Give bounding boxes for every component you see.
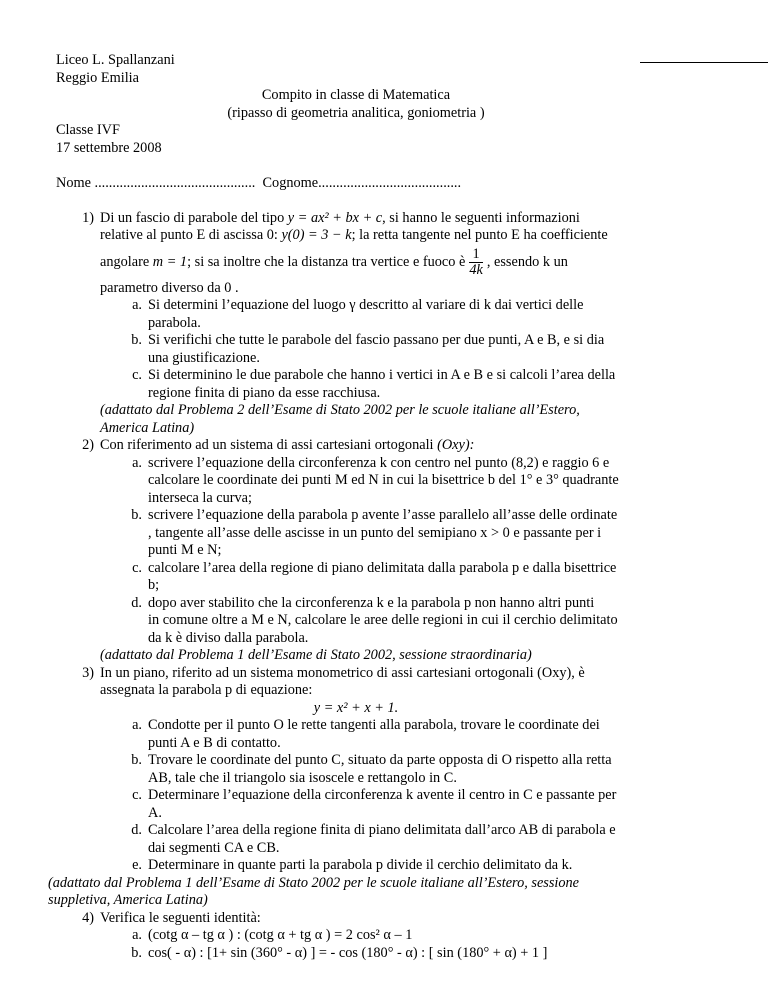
subitem-text: b; (148, 577, 160, 593)
problem-number: 3) (82, 664, 94, 681)
source-note: (adattato dal Problema 2 dell’Esame di Stato 2002 per le scuole italiane all’Estero, (100, 402, 580, 418)
subitem-text: da k è diviso dalla parabola. (148, 629, 309, 646)
subitem (56, 297, 656, 315)
subitem (56, 455, 656, 473)
subitem-label: c. (132, 367, 142, 383)
problem-number: 2) (82, 437, 94, 453)
fraction (469, 247, 483, 278)
subitem-text: AB, tale che il triangolo sia isoscele e rettangolo in C. (148, 769, 457, 786)
source-note: suppletiva, America Latina) (48, 892, 208, 908)
problem-text: angolare (100, 253, 153, 270)
subitem (56, 945, 656, 963)
subitem-text: scrivere l’equazione della parabola p avente l’asse parallelo all’asse delle ordinate (148, 507, 618, 523)
fraction-numerator: 1 (472, 245, 480, 262)
subitem-label: d. (131, 594, 142, 611)
subitem-text: interseca la curva; (148, 489, 252, 506)
identity-text: cos( - α) : [1+ sin (360° - α) ] = - cos (180° - α) : [ sin (180° + α) + 1 ] (148, 944, 548, 961)
subitem-label: a. (132, 927, 142, 943)
subitem-text: una giustificazione. (148, 349, 260, 366)
subitem-text: A. (148, 804, 162, 821)
problem-text: assegnata la parabola p di equazione: (100, 682, 313, 698)
name-fields (56, 175, 656, 193)
problem-text (56, 245, 656, 280)
subitem-text: regione finita di piano da esse racchiusa. (148, 384, 381, 401)
subitem-text: scrivere l’equazione della circonferenza k con centro nel punto (8,2) e raggio 6 e (148, 454, 610, 471)
problem-text: (Oxy): (437, 437, 475, 453)
subitem-label: b. (131, 507, 142, 523)
subitem-text: Si verifichi che tutte le parabole del fascio passano per due punti, A e B, e si dia (148, 332, 605, 348)
parabola-equation: y = x² + x + 1. (313, 699, 399, 716)
condition-equation: y(0) = 3 − k (281, 227, 352, 243)
subitem-text: Si determinino le due parabole che hanno i vertici in A e B e si calcoli l’area della (148, 367, 616, 383)
subitem-text: dai segmenti CA e CB. (148, 839, 280, 856)
subitem (56, 752, 656, 770)
subitem-text: calcolare l’area della regione di piano delimitata dalla parabola p e dalla bisettrice (148, 559, 617, 576)
subitem (56, 332, 656, 350)
subitem-label: b. (131, 332, 142, 348)
source-note: (adattato dal Problema 1 dell’Esame di Stato 2002, sessione straordinaria) (100, 647, 532, 663)
subitem (56, 857, 656, 875)
source-note: America Latina) (100, 419, 195, 436)
subitem-text: dopo aver stabilito che la circonferenza k e la parabola p non hanno altri punti (148, 594, 595, 611)
problem-text: relative al punto E di ascissa 0: (100, 227, 282, 243)
problem-text: , essendo k un (486, 253, 568, 270)
name-line: Nome ............................................. (56, 174, 256, 191)
subitem-text: Determinare l’equazione della circonferenza k avente il centro in C e passante per (148, 787, 617, 803)
subitem-text: calcolare le coordinate dei punti M ed N in cui la bisettrice b del 1° e 3° quadrante (148, 472, 619, 488)
identity-text: (cotg α – tg α ) : (cotg α + tg α ) = 2 cos² α – 1 (148, 927, 413, 943)
subitem-label: b. (131, 752, 142, 768)
source-note: (adattato dal Problema 1 dell’Esame di Stato 2002 per le scuole italiane all’Estero, sessione (48, 874, 580, 891)
fraction-denominator: 4k (469, 261, 483, 278)
problem-text: Con riferimento ad un sistema di assi cartesiani ortogonali (100, 437, 438, 453)
subitem (56, 507, 656, 525)
problem-text: ; si sa inoltre che la distanza tra vertice e fuoco è (187, 253, 466, 270)
school-city: Reggio Emilia (56, 69, 139, 86)
subitem (56, 787, 656, 805)
doc-title: Compito in classe di Matematica (261, 87, 451, 103)
slope-equation: m = 1 (152, 253, 188, 270)
subitem-label: d. (131, 822, 142, 838)
subitem-text: Condotte per il punto O le rette tangenti alla parabola, trovare le coordinate dei (148, 717, 600, 733)
parabola-equation: y = ax² + bx + c (287, 209, 383, 226)
subitem (56, 717, 656, 735)
subitem-label: a. (132, 297, 142, 313)
doc-subtitle: (ripasso di geometria analitica, goniometria ) (227, 104, 485, 121)
subitem-text: Si determini l’equazione del luogo γ descritto al variare di k dai vertici delle (148, 297, 584, 313)
problem-text: , si hanno le seguenti informazioni (382, 209, 580, 226)
problem-text: Di un fascio di parabole del tipo (100, 209, 288, 226)
subitem (56, 822, 656, 840)
problem-3 (56, 665, 656, 683)
subitem-label: c. (132, 787, 142, 803)
subitem (56, 927, 656, 945)
problem-text: Verifica le seguenti identità: (100, 909, 261, 926)
school-name: Liceo L. Spallanzani (56, 52, 175, 68)
problem-number: 1) (82, 209, 94, 226)
problem-text (56, 227, 656, 245)
top-right-rule (640, 62, 768, 63)
problem-4 (56, 910, 656, 928)
subitem-text: parabola. (148, 314, 201, 331)
subitem-text: punti A e B di contatto. (148, 734, 281, 751)
subitem-label: e. (132, 857, 142, 873)
subitem-text: Trovare le coordinate del punto C, situato da parte opposta di O rispetto alla retta (148, 752, 612, 768)
subitem-text: Determinare in quante parti la parabola p divide il cerchio delimitato da k. (148, 857, 573, 873)
subitem (56, 595, 656, 613)
subitem-label: b. (131, 944, 142, 961)
problem-2 (56, 437, 656, 455)
subitem-text: punti M e N; (148, 542, 222, 558)
subitem-text: in comune oltre a M e N, calcolare le aree delle regioni in cui il cerchio delimitato (148, 612, 618, 628)
subitem-label: a. (132, 454, 142, 471)
problem-1 (56, 210, 656, 228)
document-page (48, 52, 656, 962)
subitem-text: , tangente all’asse delle ascisse in un punto del semipiano x > 0 e passante per i (148, 524, 602, 541)
subitem-label: c. (132, 559, 142, 576)
problem-number: 4) (82, 909, 94, 926)
subitem (56, 367, 656, 385)
problem-text: parametro diverso da 0 . (100, 279, 239, 296)
subitem-label: a. (132, 717, 142, 733)
subitem (56, 560, 656, 578)
surname-line: Cognome........................................ (262, 174, 462, 191)
problem-text: In un piano, riferito ad un sistema monometrico di assi cartesiani ortogonali (Oxy), è (100, 664, 585, 681)
subitem-text: Calcolare l’area della regione finita di piano delimitata dall’arco AB di parabola e (148, 822, 616, 838)
date-label: 17 settembre 2008 (56, 139, 162, 156)
problem-text: ; la retta tangente nel punto E ha coefficiente (351, 227, 608, 243)
class-label: Classe IVF (56, 122, 120, 138)
